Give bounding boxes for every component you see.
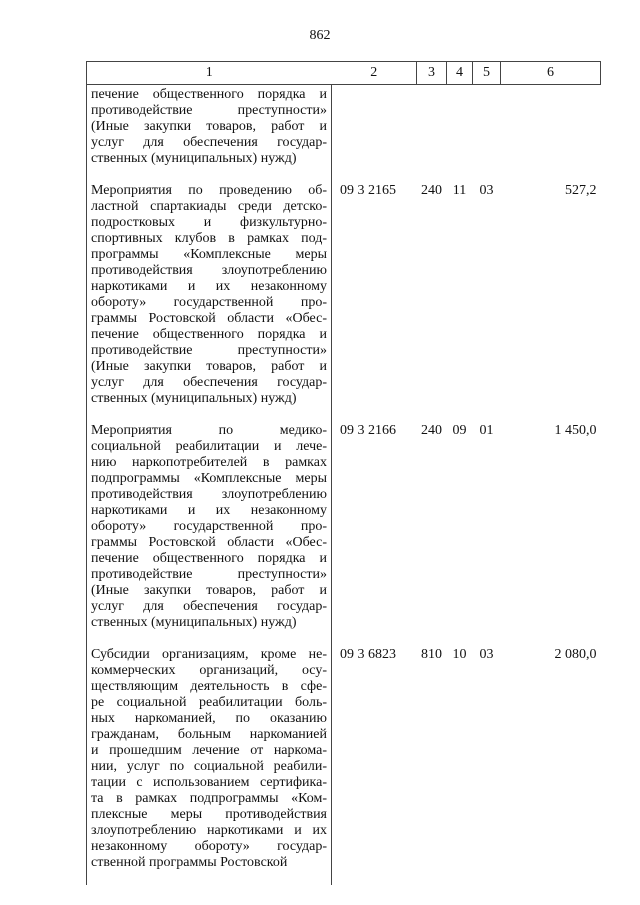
description-line: Мероприятия по медико- (91, 423, 327, 438)
row-code: 09 3 2165 (340, 183, 396, 198)
description-line: услуг для обеспечения государ- (91, 135, 327, 150)
header-row (87, 62, 601, 85)
description-line: противодействие преступности» (91, 567, 327, 582)
description-line: (Иные закупки товаров, работ и (91, 119, 327, 134)
description-line: граммы Ростовской области «Обес- (91, 535, 327, 550)
description-line: наркотиками и их незаконному (91, 503, 327, 518)
description-line: обороту» государственной про- (91, 295, 327, 310)
description-line: нию наркопотребителей в рамках (91, 455, 327, 470)
row-section (447, 85, 473, 182)
table-row (87, 421, 601, 645)
table-row (87, 645, 601, 885)
description-line: программы «Комплексные меры (91, 247, 327, 262)
description-line: обороту» государственной про- (91, 519, 327, 534)
description-line: ственной программы Ростовской (91, 855, 288, 870)
row-section: 09 (452, 423, 467, 438)
row-subsection: 03 (479, 183, 494, 198)
row-amount (501, 85, 601, 182)
row-description (87, 85, 332, 182)
description-line: плексные меры противодействия (91, 807, 327, 822)
description-line: коммерческих организаций, осу- (91, 663, 327, 678)
description-line: печение общественного порядка и (91, 87, 327, 102)
column-header-1: 1 (87, 62, 332, 85)
description-line: и прошедшим лечение от наркома- (91, 743, 327, 758)
description-line: (Иные закупки товаров, работ и (91, 583, 327, 598)
column-header-6: 6 (501, 62, 601, 85)
description-line: противодействия злоупотреблению (91, 263, 327, 278)
column-header-2: 2 (332, 62, 417, 85)
description-line: ственных (муниципальных) нужд) (91, 615, 297, 630)
description-line: нии, услуг по социальной реабили- (91, 759, 327, 774)
description-line: наркотиками и их незаконному (91, 279, 327, 294)
page-number: 862 (309, 28, 331, 43)
row-subsection: 03 (479, 647, 494, 662)
description-line: спортивных клубов в рамках под- (91, 231, 327, 246)
description-line: ластной спартакиады среди детско- (91, 199, 327, 214)
description-line: ре социальной реабилитации боль- (91, 695, 327, 710)
column-header-3: 3 (417, 62, 447, 85)
row-section: 10 (452, 647, 467, 662)
row-type-code (417, 85, 447, 182)
row-section: 11 (452, 183, 467, 198)
description-line: ственных (муниципальных) нужд) (91, 151, 297, 166)
description-line: (Иные закупки товаров, работ и (91, 359, 327, 374)
description-line: та в рамках подпрограммы «Ком- (91, 791, 327, 806)
description-line: злоупотреблению наркотиками и их (91, 823, 327, 838)
description-line: Мероприятия по проведению об- (91, 183, 327, 198)
description-line: подростковых и физкультурно- (91, 215, 327, 230)
description-line: незаконному обороту» государ- (91, 839, 327, 854)
row-amount: 1 450,0 (554, 423, 597, 438)
row-description (87, 181, 332, 421)
description-line: подпрограммы «Комплексные меры (91, 471, 327, 486)
row-code (332, 85, 417, 182)
description-line: противодействия злоупотреблению (91, 487, 327, 502)
budget-table (86, 61, 601, 885)
description-line: услуг для обеспечения государ- (91, 375, 327, 390)
row-amount: 2 080,0 (554, 647, 597, 662)
description-line: тации с использованием сертифика- (91, 775, 327, 790)
description-line: ственных (муниципальных) нужд) (91, 391, 297, 406)
row-type-code: 810 (421, 647, 442, 662)
row-description (87, 645, 332, 885)
description-line: Субсидии организациям, кроме не- (91, 647, 327, 662)
description-line: граммы Ростовской области «Обес- (91, 311, 327, 326)
description-line: услуг для обеспечения государ- (91, 599, 327, 614)
description-line: гражданам, больным наркоманией (91, 727, 327, 742)
description-line: ных наркоманией, по оказанию (91, 711, 327, 726)
row-amount: 527,2 (565, 183, 597, 198)
row-code: 09 3 6823 (340, 647, 396, 662)
description-line: противодействие преступности» (91, 343, 327, 358)
row-subsection (473, 85, 501, 182)
description-line: социальной реабилитации и лече- (91, 439, 327, 454)
column-header-5: 5 (473, 62, 501, 85)
table-body (87, 85, 601, 886)
description-line: противодействие преступности» (91, 103, 327, 118)
row-type-code: 240 (421, 423, 442, 438)
table-row (87, 85, 601, 182)
table-row (87, 181, 601, 421)
row-type-code: 240 (421, 183, 442, 198)
row-subsection: 01 (479, 423, 494, 438)
row-code: 09 3 2166 (340, 423, 396, 438)
row-description (87, 421, 332, 645)
column-header-4: 4 (447, 62, 473, 85)
description-line: печение общественного порядка и (91, 327, 327, 342)
description-line: печение общественного порядка и (91, 551, 327, 566)
description-line: ществляющим деятельность в сфе- (91, 679, 327, 694)
